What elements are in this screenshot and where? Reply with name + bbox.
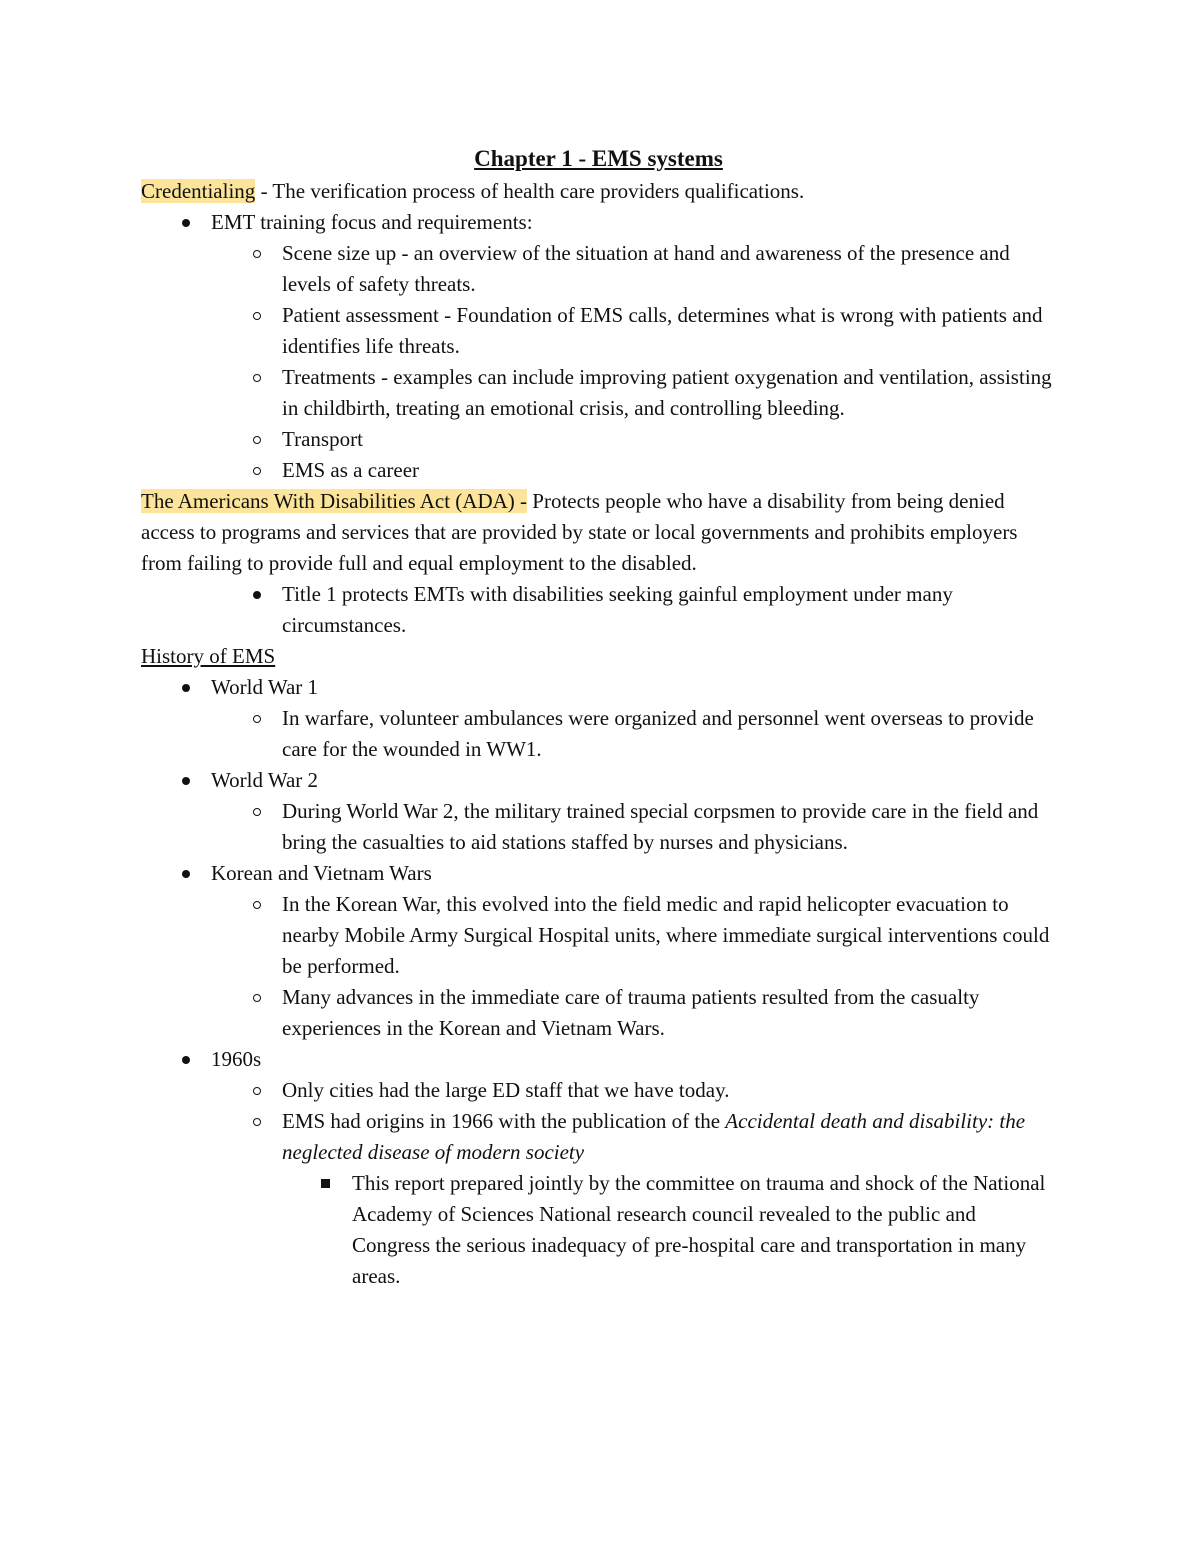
history-list — [141, 672, 1056, 1292]
list-item — [141, 300, 1056, 362]
list-item — [141, 362, 1056, 424]
ada-definition: Protects people who have a disability from being denied access to programs and services that are provided by state or local governments and prohibits employers from failing to provide full and equal employment to the disabled. — [141, 489, 1018, 575]
circle-bullet-icon — [249, 796, 265, 827]
list-item-text: EMS as a career — [282, 458, 420, 482]
list-item — [141, 703, 1056, 765]
document-page — [141, 143, 1056, 1292]
list-item — [141, 455, 1056, 486]
list-item — [141, 579, 1056, 641]
list-item-text: Title 1 protects EMTs with disabilities seeking gainful employment under many circumstances. — [282, 582, 953, 637]
credentialing-paragraph — [141, 176, 1056, 207]
list-item-text: World War 2 — [211, 768, 319, 792]
ada-list — [141, 579, 1056, 641]
circle-bullet-icon — [249, 362, 265, 393]
list-item-text: Only cities had the large ED staff that we have today. — [282, 1078, 730, 1102]
list-item-text: This report prepared jointly by the committee on trauma and shock of the National Academy of Sciences National research council revealed to the public and Congress the serious inadequacy of pre-hospital care and transportation in many areas. — [352, 1171, 1046, 1288]
history-heading-text: History of EMS — [141, 644, 276, 668]
credentialing-definition: - The verification process of health care providers qualifications. — [255, 179, 805, 203]
circle-bullet-icon — [249, 424, 265, 455]
list-item — [141, 982, 1056, 1044]
history-heading — [141, 641, 1056, 672]
list-item — [141, 858, 1056, 889]
bullet-icon — [249, 579, 265, 610]
credentialing-term: Credentialing — [141, 179, 256, 203]
list-item — [141, 796, 1056, 858]
ada-term: The Americans With Disabilities Act (ADA) - — [141, 489, 528, 513]
circle-bullet-icon — [249, 1106, 265, 1137]
list-item-text: Transport — [282, 427, 363, 451]
list-item-text: Scene size up - an overview of the situation at hand and awareness of the presence and levels of safety threats. — [282, 241, 1010, 296]
publication-title: Accidental death and disability: the neglected disease of modern society — [282, 1109, 1026, 1164]
list-item — [141, 1075, 1056, 1106]
circle-bullet-icon — [249, 455, 265, 486]
bullet-icon — [178, 858, 194, 889]
list-item-text: Patient assessment - Foundation of EMS calls, determines what is wrong with patients and identifies life threats. — [282, 303, 1043, 358]
ada-paragraph — [141, 486, 1056, 579]
bullet-icon — [178, 1044, 194, 1075]
circle-bullet-icon — [249, 1075, 265, 1106]
list-item — [141, 672, 1056, 703]
circle-bullet-icon — [249, 703, 265, 734]
bullet-icon — [178, 765, 194, 796]
circle-bullet-icon — [249, 982, 265, 1013]
list-item-text: Korean and Vietnam Wars — [211, 861, 432, 885]
page-title: Chapter 1 - EMS systems — [474, 146, 723, 171]
circle-bullet-icon — [249, 238, 265, 269]
list-item — [141, 1168, 1056, 1292]
bullet-icon — [178, 672, 194, 703]
list-item-text: 1960s — [211, 1047, 262, 1071]
circle-bullet-icon — [249, 300, 265, 331]
list-item — [141, 1044, 1056, 1075]
list-item-text: In warfare, volunteer ambulances were organized and personnel went overseas to provide care for the wounded in WW1. — [282, 706, 1034, 761]
list-item — [141, 765, 1056, 796]
list-item — [141, 424, 1056, 455]
list-item-text: World War 1 — [211, 675, 319, 699]
list-item-text: EMS had origins in 1966 with the publication of the — [282, 1109, 726, 1133]
list-item-text: Many advances in the immediate care of trauma patients resulted from the casualty experiences in the Korean and Vietnam Wars. — [282, 985, 980, 1040]
emt-heading: EMT training focus and requirements: — [211, 210, 533, 234]
list-item-text: Treatments - examples can include improving patient oxygenation and ventilation, assisting in childbirth, treating an emotional crisis, and controlling bleeding. — [282, 365, 1052, 420]
emt-list — [141, 207, 1056, 486]
list-item — [141, 238, 1056, 300]
circle-bullet-icon — [249, 889, 265, 920]
list-item-text: During World War 2, the military trained special corpsmen to provide care in the field and bring the casualties to aid stations staffed by nurses and physicians. — [282, 799, 1039, 854]
list-item — [141, 207, 1056, 238]
list-item — [141, 1106, 1056, 1168]
list-item — [141, 889, 1056, 982]
list-item-text: In the Korean War, this evolved into the field medic and rapid helicopter evacuation to nearby Mobile Army Surgical Hospital units, where immediate surgical interventions could be performed. — [282, 892, 1050, 978]
square-bullet-icon — [317, 1168, 333, 1199]
bullet-icon — [178, 207, 194, 238]
